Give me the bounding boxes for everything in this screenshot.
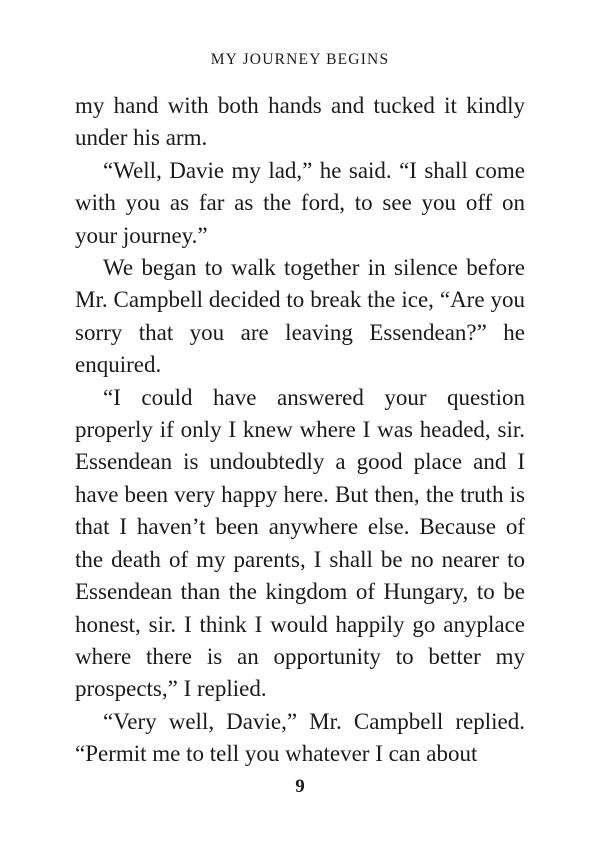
page-number: 9: [295, 776, 305, 797]
paragraph: “I could have answered your question properly if only I knew where I was headed, sir. Essendean is undoubtedly a good place and I have been very happy here. But then, the truth is that I haven’t been anywhere else. Because of the death of my parents, I shall be no nearer to Essendean than the kingdom of Hungary, to be honest, sir. I think I would happily go anyplace where there is an opportunity to better my prospects,” I replied.: [75, 384, 525, 702]
body-text: [75, 90, 525, 771]
paragraph: We began to walk together in silence before Mr. Campbell decided to break the ice, “Are you sorry that you are leaving Essendean?” he enquired.: [75, 255, 525, 378]
paragraph-continuation: my hand with both hands and tucked it kindly under his arm.: [75, 93, 525, 151]
paragraph: “Very well, Davie,” Mr. Campbell replied. “Permit me to tell you whatever I can about: [75, 708, 525, 767]
running-head: MY JOURNEY BEGINS: [210, 51, 390, 68]
paragraph: “Well, Davie my lad,” he said. “I shall come with you as far as the ford, to see you off on your journey.”: [75, 157, 525, 248]
